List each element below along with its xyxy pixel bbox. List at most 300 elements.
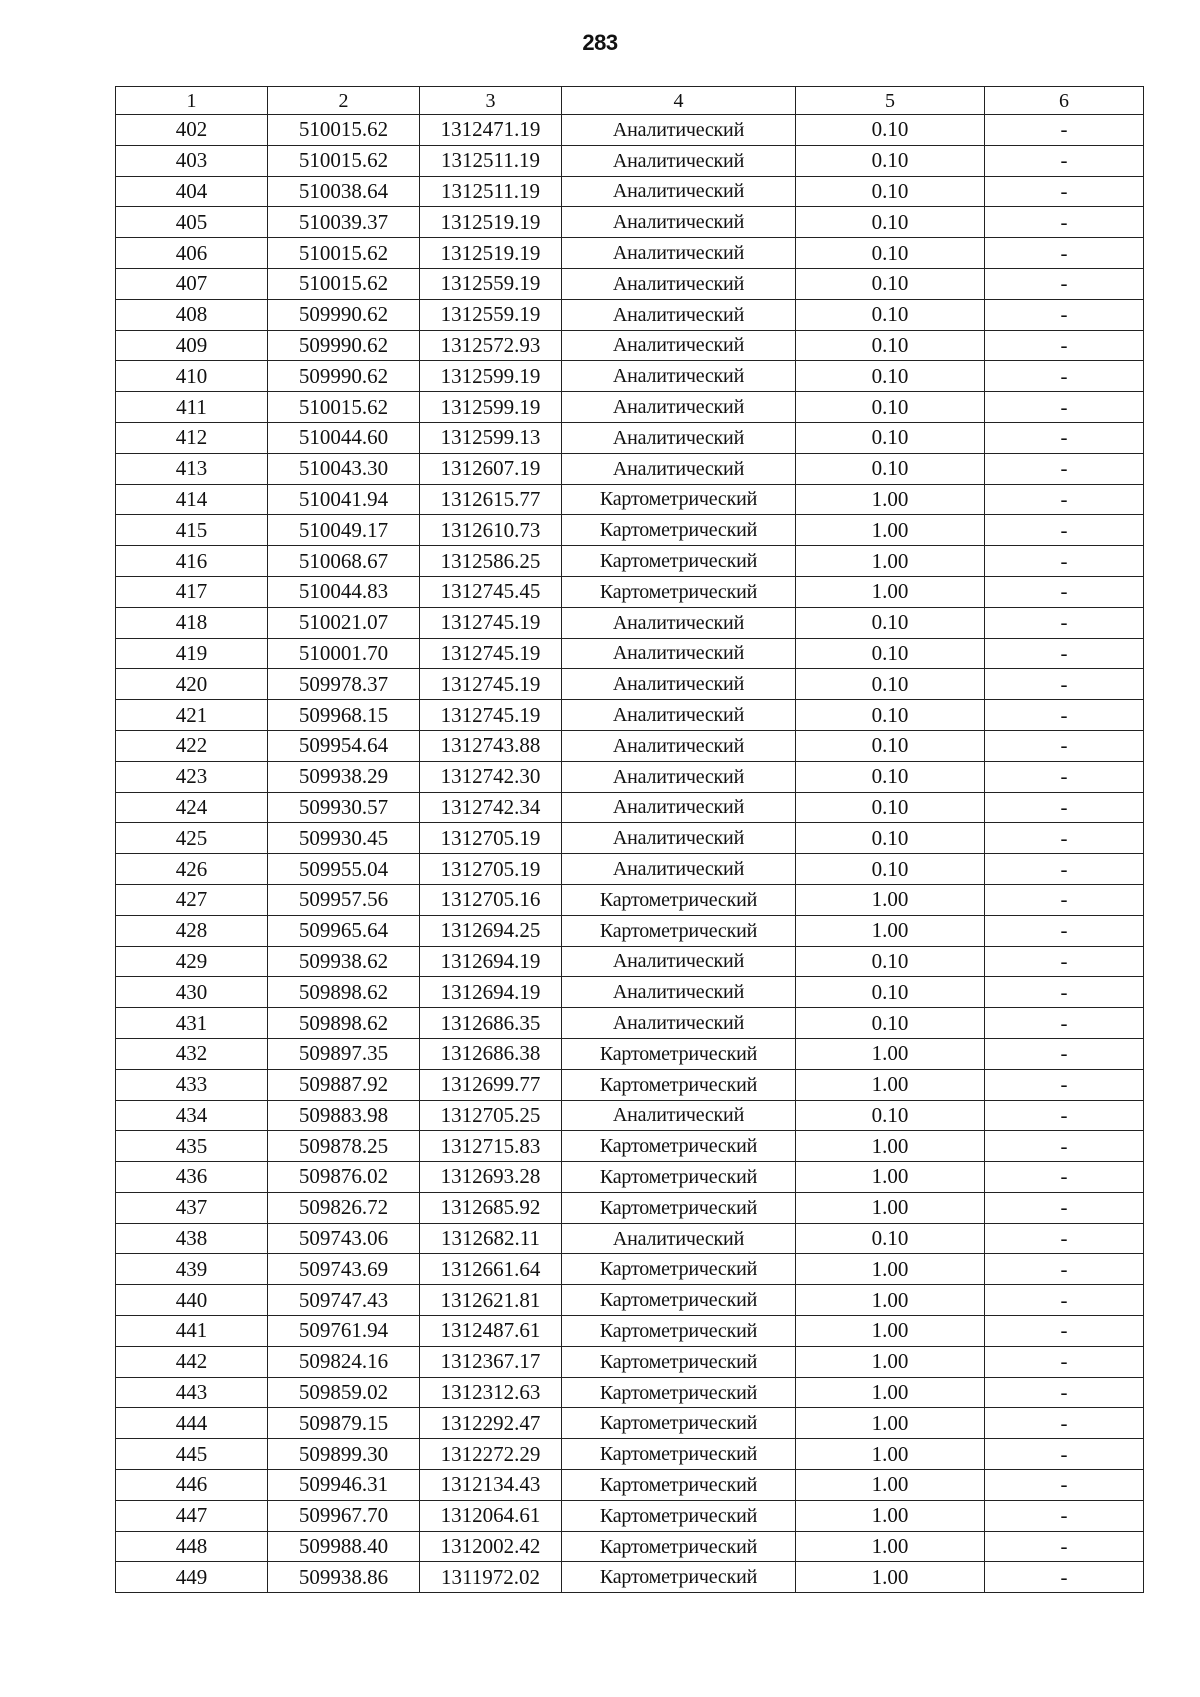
y-coordinate-cell: 1312745.19 [420, 700, 562, 731]
remark-cell: - [985, 1531, 1144, 1562]
accuracy-cell: 0.10 [796, 299, 985, 330]
x-coordinate-cell: 509988.40 [268, 1531, 420, 1562]
remark-cell: - [985, 515, 1144, 546]
y-coordinate-cell: 1312742.34 [420, 792, 562, 823]
x-coordinate-cell: 509954.64 [268, 730, 420, 761]
x-coordinate-cell: 509978.37 [268, 669, 420, 700]
method-cell: Аналитический [562, 453, 796, 484]
method-cell: Картометрический [562, 1470, 796, 1501]
y-coordinate-cell: 1312559.19 [420, 268, 562, 299]
table-row [116, 1008, 1144, 1039]
method-cell: Картометрический [562, 1346, 796, 1377]
accuracy-cell: 1.00 [796, 1131, 985, 1162]
remark-cell: - [985, 1131, 1144, 1162]
remark-cell: - [985, 330, 1144, 361]
y-coordinate-cell: 1312699.77 [420, 1069, 562, 1100]
method-cell: Аналитический [562, 238, 796, 269]
table-row [116, 761, 1144, 792]
table-row [116, 1377, 1144, 1408]
x-coordinate-cell: 510021.07 [268, 607, 420, 638]
method-cell: Аналитический [562, 1223, 796, 1254]
point-number-cell: 408 [116, 299, 268, 330]
y-coordinate-cell: 1312511.19 [420, 176, 562, 207]
accuracy-cell: 1.00 [796, 1562, 985, 1593]
remark-cell: - [985, 422, 1144, 453]
y-coordinate-cell: 1312694.19 [420, 977, 562, 1008]
table-row [116, 145, 1144, 176]
x-coordinate-cell: 510015.62 [268, 115, 420, 146]
remark-cell: - [985, 392, 1144, 423]
accuracy-cell: 1.00 [796, 546, 985, 577]
y-coordinate-cell: 1312559.19 [420, 299, 562, 330]
method-cell: Картометрический [562, 1531, 796, 1562]
method-cell: Аналитический [562, 361, 796, 392]
point-number-cell: 436 [116, 1162, 268, 1193]
point-number-cell: 443 [116, 1377, 268, 1408]
method-cell: Аналитический [562, 330, 796, 361]
remark-cell: - [985, 730, 1144, 761]
y-coordinate-cell: 1312705.16 [420, 884, 562, 915]
accuracy-cell: 0.10 [796, 1223, 985, 1254]
point-number-cell: 414 [116, 484, 268, 515]
column-header-4: 4 [562, 87, 796, 115]
accuracy-cell: 1.00 [796, 1500, 985, 1531]
point-number-cell: 409 [116, 330, 268, 361]
y-coordinate-cell: 1312511.19 [420, 145, 562, 176]
table-row [116, 1316, 1144, 1347]
point-number-cell: 446 [116, 1470, 268, 1501]
method-cell: Картометрический [562, 915, 796, 946]
point-number-cell: 419 [116, 638, 268, 669]
method-cell: Аналитический [562, 207, 796, 238]
remark-cell: - [985, 607, 1144, 638]
accuracy-cell: 1.00 [796, 1254, 985, 1285]
y-coordinate-cell: 1312002.42 [420, 1531, 562, 1562]
column-header-3: 3 [420, 87, 562, 115]
accuracy-cell: 1.00 [796, 1531, 985, 1562]
point-number-cell: 435 [116, 1131, 268, 1162]
point-number-cell: 412 [116, 422, 268, 453]
table-row [116, 730, 1144, 761]
accuracy-cell: 0.10 [796, 823, 985, 854]
y-coordinate-cell: 1312686.38 [420, 1038, 562, 1069]
remark-cell: - [985, 238, 1144, 269]
remark-cell: - [985, 792, 1144, 823]
y-coordinate-cell: 1312694.25 [420, 915, 562, 946]
accuracy-cell: 1.00 [796, 1069, 985, 1100]
accuracy-cell: 0.10 [796, 330, 985, 361]
table-row [116, 1162, 1144, 1193]
point-number-cell: 423 [116, 761, 268, 792]
x-coordinate-cell: 510015.62 [268, 238, 420, 269]
x-coordinate-cell: 509859.02 [268, 1377, 420, 1408]
y-coordinate-cell: 1312705.25 [420, 1100, 562, 1131]
table-row [116, 392, 1144, 423]
point-number-cell: 411 [116, 392, 268, 423]
x-coordinate-cell: 510001.70 [268, 638, 420, 669]
method-cell: Аналитический [562, 700, 796, 731]
point-number-cell: 421 [116, 700, 268, 731]
accuracy-cell: 0.10 [796, 977, 985, 1008]
remark-cell: - [985, 1408, 1144, 1439]
point-number-cell: 406 [116, 238, 268, 269]
x-coordinate-cell: 509887.92 [268, 1069, 420, 1100]
x-coordinate-cell: 509990.62 [268, 330, 420, 361]
method-cell: Картометрический [562, 1500, 796, 1531]
accuracy-cell: 0.10 [796, 422, 985, 453]
remark-cell: - [985, 977, 1144, 1008]
y-coordinate-cell: 1312586.25 [420, 546, 562, 577]
y-coordinate-cell: 1312572.93 [420, 330, 562, 361]
table-row [116, 484, 1144, 515]
x-coordinate-cell: 509965.64 [268, 915, 420, 946]
column-header-6: 6 [985, 87, 1144, 115]
x-coordinate-cell: 509897.35 [268, 1038, 420, 1069]
point-number-cell: 404 [116, 176, 268, 207]
method-cell: Аналитический [562, 761, 796, 792]
accuracy-cell: 1.00 [796, 1470, 985, 1501]
table-row [116, 1346, 1144, 1377]
accuracy-cell: 0.10 [796, 176, 985, 207]
x-coordinate-cell: 510049.17 [268, 515, 420, 546]
remark-cell: - [985, 268, 1144, 299]
y-coordinate-cell: 1312134.43 [420, 1470, 562, 1501]
accuracy-cell: 0.10 [796, 1008, 985, 1039]
x-coordinate-cell: 510041.94 [268, 484, 420, 515]
accuracy-cell: 0.10 [796, 730, 985, 761]
accuracy-cell: 0.10 [796, 761, 985, 792]
point-number-cell: 445 [116, 1439, 268, 1470]
table-row [116, 854, 1144, 885]
table-row [116, 115, 1144, 146]
point-number-cell: 432 [116, 1038, 268, 1069]
method-cell: Аналитический [562, 392, 796, 423]
table-row [116, 268, 1144, 299]
x-coordinate-cell: 509743.69 [268, 1254, 420, 1285]
point-number-cell: 417 [116, 576, 268, 607]
point-number-cell: 428 [116, 915, 268, 946]
remark-cell: - [985, 453, 1144, 484]
remark-cell: - [985, 115, 1144, 146]
point-number-cell: 434 [116, 1100, 268, 1131]
coordinates-table [115, 86, 1144, 1593]
method-cell: Аналитический [562, 1008, 796, 1039]
x-coordinate-cell: 509938.86 [268, 1562, 420, 1593]
method-cell: Картометрический [562, 515, 796, 546]
table-row [116, 299, 1144, 330]
table-row [116, 546, 1144, 577]
method-cell: Картометрический [562, 1316, 796, 1347]
method-cell: Аналитический [562, 854, 796, 885]
method-cell: Аналитический [562, 607, 796, 638]
table-row [116, 1470, 1144, 1501]
remark-cell: - [985, 1069, 1144, 1100]
x-coordinate-cell: 509955.04 [268, 854, 420, 885]
y-coordinate-cell: 1312312.63 [420, 1377, 562, 1408]
method-cell: Аналитический [562, 299, 796, 330]
method-cell: Картометрический [562, 884, 796, 915]
x-coordinate-cell: 509878.25 [268, 1131, 420, 1162]
y-coordinate-cell: 1312745.45 [420, 576, 562, 607]
method-cell: Аналитический [562, 638, 796, 669]
point-number-cell: 405 [116, 207, 268, 238]
point-number-cell: 413 [116, 453, 268, 484]
point-number-cell: 402 [116, 115, 268, 146]
column-header-5: 5 [796, 87, 985, 115]
accuracy-cell: 1.00 [796, 1346, 985, 1377]
page-number: 283 [582, 30, 618, 55]
y-coordinate-cell: 1312685.92 [420, 1192, 562, 1223]
accuracy-cell: 1.00 [796, 1192, 985, 1223]
y-coordinate-cell: 1312367.17 [420, 1346, 562, 1377]
table-row [116, 1285, 1144, 1316]
x-coordinate-cell: 510043.30 [268, 453, 420, 484]
y-coordinate-cell: 1312064.61 [420, 1500, 562, 1531]
x-coordinate-cell: 509876.02 [268, 1162, 420, 1193]
remark-cell: - [985, 299, 1144, 330]
y-coordinate-cell: 1312599.19 [420, 392, 562, 423]
table-row [116, 361, 1144, 392]
y-coordinate-cell: 1312292.47 [420, 1408, 562, 1439]
table-row [116, 669, 1144, 700]
y-coordinate-cell: 1312682.11 [420, 1223, 562, 1254]
remark-cell: - [985, 1316, 1144, 1347]
method-cell: Аналитический [562, 977, 796, 1008]
method-cell: Картометрический [562, 1285, 796, 1316]
remark-cell: - [985, 207, 1144, 238]
point-number-cell: 441 [116, 1316, 268, 1347]
point-number-cell: 442 [116, 1346, 268, 1377]
table-row [116, 1100, 1144, 1131]
accuracy-cell: 0.10 [796, 115, 985, 146]
point-number-cell: 403 [116, 145, 268, 176]
table-row [116, 576, 1144, 607]
x-coordinate-cell: 510068.67 [268, 546, 420, 577]
remark-cell: - [985, 638, 1144, 669]
method-cell: Картометрический [562, 1038, 796, 1069]
table-row [116, 1038, 1144, 1069]
x-coordinate-cell: 509761.94 [268, 1316, 420, 1347]
y-coordinate-cell: 1312694.19 [420, 946, 562, 977]
x-coordinate-cell: 510044.60 [268, 422, 420, 453]
point-number-cell: 418 [116, 607, 268, 638]
y-coordinate-cell: 1312705.19 [420, 854, 562, 885]
point-number-cell: 420 [116, 669, 268, 700]
table-row [116, 1439, 1144, 1470]
method-cell: Картометрический [562, 1254, 796, 1285]
table-row [116, 946, 1144, 977]
accuracy-cell: 0.10 [796, 361, 985, 392]
remark-cell: - [985, 1254, 1144, 1285]
x-coordinate-cell: 509930.57 [268, 792, 420, 823]
remark-cell: - [985, 1100, 1144, 1131]
accuracy-cell: 0.10 [796, 145, 985, 176]
remark-cell: - [985, 1470, 1144, 1501]
method-cell: Картометрический [562, 1408, 796, 1439]
remark-cell: - [985, 1008, 1144, 1039]
x-coordinate-cell: 510015.62 [268, 268, 420, 299]
method-cell: Аналитический [562, 1100, 796, 1131]
x-coordinate-cell: 509743.06 [268, 1223, 420, 1254]
x-coordinate-cell: 510038.64 [268, 176, 420, 207]
method-cell: Картометрический [562, 484, 796, 515]
y-coordinate-cell: 1312745.19 [420, 669, 562, 700]
x-coordinate-cell: 509968.15 [268, 700, 420, 731]
method-cell: Картометрический [562, 1562, 796, 1593]
table-row [116, 638, 1144, 669]
accuracy-cell: 0.10 [796, 607, 985, 638]
method-cell: Картометрический [562, 576, 796, 607]
accuracy-cell: 0.10 [796, 453, 985, 484]
remark-cell: - [985, 484, 1144, 515]
table-row [116, 1223, 1144, 1254]
header-row [116, 87, 1144, 115]
point-number-cell: 438 [116, 1223, 268, 1254]
accuracy-cell: 1.00 [796, 1408, 985, 1439]
column-header-1: 1 [116, 87, 268, 115]
method-cell: Аналитический [562, 115, 796, 146]
x-coordinate-cell: 509930.45 [268, 823, 420, 854]
method-cell: Картометрический [562, 546, 796, 577]
x-coordinate-cell: 509938.62 [268, 946, 420, 977]
point-number-cell: 427 [116, 884, 268, 915]
x-coordinate-cell: 509990.62 [268, 361, 420, 392]
accuracy-cell: 1.00 [796, 1285, 985, 1316]
table-row [116, 915, 1144, 946]
y-coordinate-cell: 1312745.19 [420, 638, 562, 669]
point-number-cell: 437 [116, 1192, 268, 1223]
remark-cell: - [985, 915, 1144, 946]
method-cell: Аналитический [562, 730, 796, 761]
x-coordinate-cell: 509899.30 [268, 1439, 420, 1470]
remark-cell: - [985, 546, 1144, 577]
accuracy-cell: 0.10 [796, 268, 985, 299]
point-number-cell: 426 [116, 854, 268, 885]
y-coordinate-cell: 1312745.19 [420, 607, 562, 638]
point-number-cell: 415 [116, 515, 268, 546]
table-row [116, 884, 1144, 915]
y-coordinate-cell: 1312621.81 [420, 1285, 562, 1316]
point-number-cell: 425 [116, 823, 268, 854]
accuracy-cell: 0.10 [796, 792, 985, 823]
method-cell: Аналитический [562, 669, 796, 700]
method-cell: Аналитический [562, 268, 796, 299]
table-row [116, 1408, 1144, 1439]
remark-cell: - [985, 1038, 1144, 1069]
table-row [116, 1500, 1144, 1531]
method-cell: Аналитический [562, 176, 796, 207]
x-coordinate-cell: 509898.62 [268, 977, 420, 1008]
point-number-cell: 416 [116, 546, 268, 577]
table-row [116, 422, 1144, 453]
y-coordinate-cell: 1311972.02 [420, 1562, 562, 1593]
y-coordinate-cell: 1312715.83 [420, 1131, 562, 1162]
remark-cell: - [985, 884, 1144, 915]
remark-cell: - [985, 1223, 1144, 1254]
table-row [116, 1069, 1144, 1100]
point-number-cell: 431 [116, 1008, 268, 1039]
accuracy-cell: 1.00 [796, 1038, 985, 1069]
accuracy-cell: 0.10 [796, 700, 985, 731]
accuracy-cell: 1.00 [796, 1316, 985, 1347]
table-row [116, 1254, 1144, 1285]
x-coordinate-cell: 509747.43 [268, 1285, 420, 1316]
x-coordinate-cell: 509946.31 [268, 1470, 420, 1501]
remark-cell: - [985, 823, 1144, 854]
y-coordinate-cell: 1312686.35 [420, 1008, 562, 1039]
remark-cell: - [985, 1192, 1144, 1223]
y-coordinate-cell: 1312519.19 [420, 238, 562, 269]
method-cell: Аналитический [562, 823, 796, 854]
accuracy-cell: 0.10 [796, 946, 985, 977]
remark-cell: - [985, 1377, 1144, 1408]
accuracy-cell: 1.00 [796, 576, 985, 607]
remark-cell: - [985, 854, 1144, 885]
remark-cell: - [985, 145, 1144, 176]
y-coordinate-cell: 1312607.19 [420, 453, 562, 484]
remark-cell: - [985, 576, 1144, 607]
remark-cell: - [985, 669, 1144, 700]
x-coordinate-cell: 509938.29 [268, 761, 420, 792]
remark-cell: - [985, 761, 1144, 792]
table-row [116, 176, 1144, 207]
x-coordinate-cell: 509957.56 [268, 884, 420, 915]
accuracy-cell: 0.10 [796, 854, 985, 885]
y-coordinate-cell: 1312519.19 [420, 207, 562, 238]
table-row [116, 700, 1144, 731]
x-coordinate-cell: 509826.72 [268, 1192, 420, 1223]
x-coordinate-cell: 509967.70 [268, 1500, 420, 1531]
point-number-cell: 407 [116, 268, 268, 299]
table-row [116, 330, 1144, 361]
point-number-cell: 439 [116, 1254, 268, 1285]
remark-cell: - [985, 1162, 1144, 1193]
x-coordinate-cell: 510015.62 [268, 145, 420, 176]
x-coordinate-cell: 510039.37 [268, 207, 420, 238]
accuracy-cell: 1.00 [796, 1377, 985, 1408]
y-coordinate-cell: 1312693.28 [420, 1162, 562, 1193]
table-header [116, 87, 1144, 115]
y-coordinate-cell: 1312610.73 [420, 515, 562, 546]
y-coordinate-cell: 1312742.30 [420, 761, 562, 792]
point-number-cell: 448 [116, 1531, 268, 1562]
method-cell: Аналитический [562, 422, 796, 453]
point-number-cell: 449 [116, 1562, 268, 1593]
point-number-cell: 433 [116, 1069, 268, 1100]
point-number-cell: 429 [116, 946, 268, 977]
remark-cell: - [985, 176, 1144, 207]
method-cell: Картометрический [562, 1069, 796, 1100]
x-coordinate-cell: 509883.98 [268, 1100, 420, 1131]
accuracy-cell: 1.00 [796, 884, 985, 915]
table-row [116, 238, 1144, 269]
accuracy-cell: 0.10 [796, 1100, 985, 1131]
accuracy-cell: 1.00 [796, 484, 985, 515]
y-coordinate-cell: 1312272.29 [420, 1439, 562, 1470]
remark-cell: - [985, 1439, 1144, 1470]
x-coordinate-cell: 510044.83 [268, 576, 420, 607]
y-coordinate-cell: 1312599.19 [420, 361, 562, 392]
table-row [116, 1562, 1144, 1593]
point-number-cell: 440 [116, 1285, 268, 1316]
y-coordinate-cell: 1312599.13 [420, 422, 562, 453]
point-number-cell: 430 [116, 977, 268, 1008]
table-row [116, 1531, 1144, 1562]
table-row [116, 453, 1144, 484]
x-coordinate-cell: 510015.62 [268, 392, 420, 423]
accuracy-cell: 0.10 [796, 238, 985, 269]
table-row [116, 207, 1144, 238]
